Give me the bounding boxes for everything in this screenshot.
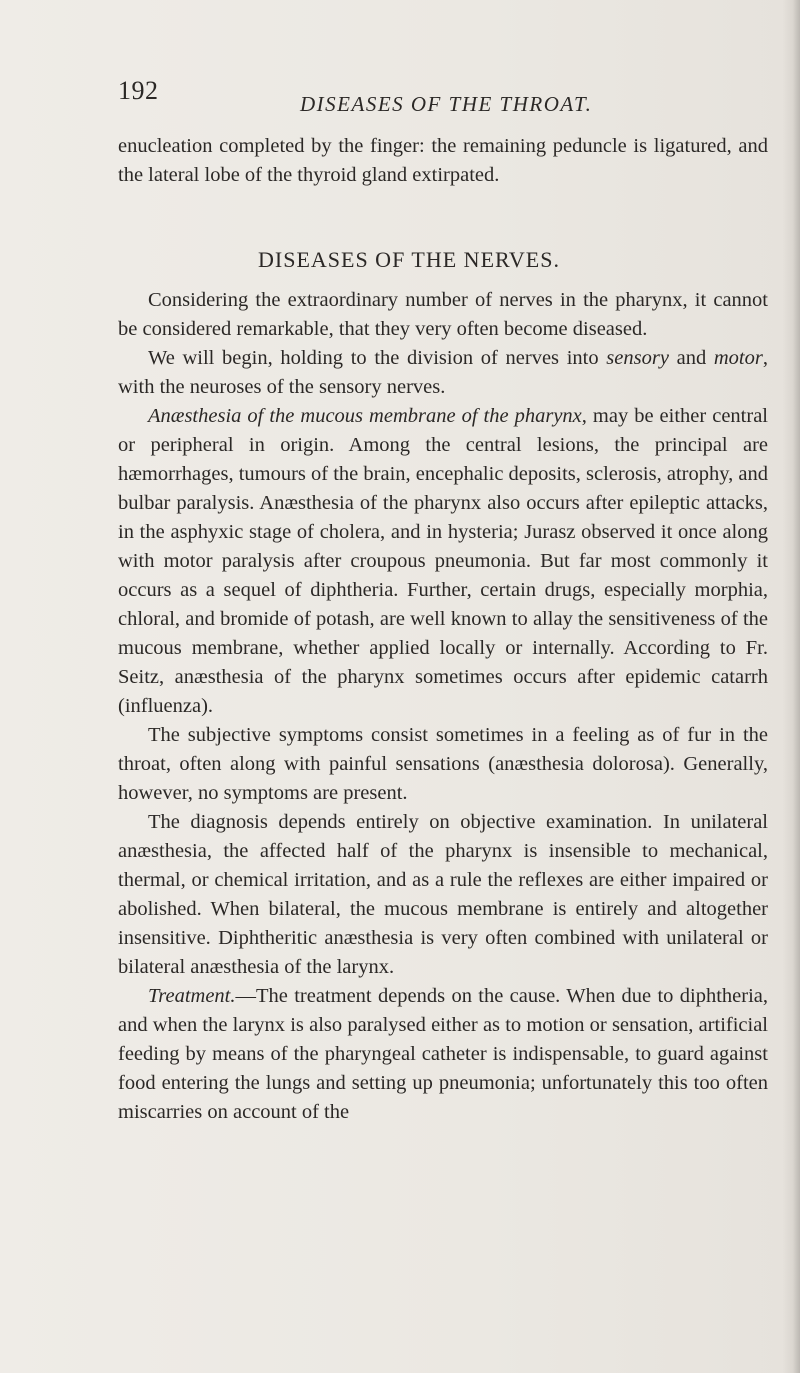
term-sensory: sensory — [606, 347, 669, 369]
page-number: 192 — [118, 76, 159, 105]
section-title: DISEASES OF THE NERVES. — [258, 247, 560, 272]
body-text — [118, 286, 768, 1127]
paragraph-2-text-c: , with the neuroses of the sensory nerves. — [118, 347, 768, 398]
page-edge-shadow — [782, 0, 800, 1373]
paragraph-6 — [118, 982, 768, 1127]
paragraph-4: The subjective symptoms consist sometimes in a feeling as of fur in the throat, often along with painful sensations (anæsthesia dolorosa). Generally, however, no symptoms are present. — [118, 724, 768, 804]
paragraph-2 — [118, 344, 768, 402]
paragraph-6-text: —The treatment depends on the cause. When due to diphtheria, and when the larynx is also paralysed either as to motion or sensation, artificial feeding by means of the pharyngeal catheter is indispensable, to guard against food entering the lungs and setting up pneumonia; unfortunately this too often miscarries on account of the — [118, 985, 768, 1123]
paragraph-3 — [118, 402, 768, 721]
intro-paragraph-block — [118, 132, 768, 190]
paragraph-6-heading: Treatment. — [148, 985, 236, 1007]
paragraph-2-text-b: and — [668, 347, 714, 369]
paragraph-3-text: , may be either central or peripheral in origin. Among the central lesions, the principal are hæmorrhages, tumours of the brain, encephalic deposits, sclerosis, atrophy, and bulbar paralysis. Anæsthesia of the pharynx also occurs after epileptic attacks, in the asphyxic stage of cholera, and in hysteria; Jurasz observed it once along with motor paralysis after croupous pneumonia. But far most commonly it occurs as a sequel of diphtheria. Further, certain drugs, especially morphia, chloral, and bromide of potash, are well known to allay the sensitiveness of the mucous membrane, whether applied locally or internally. According to Fr. Seitz, anæsthesia of the pharynx sometimes occurs after epidemic catarrh (influenza). — [118, 405, 768, 717]
intro-paragraph: enucleation completed by the finger: the remaining peduncle is ligatured, and the lateral lobe of the thyroid gland extirpated. — [118, 135, 768, 186]
paragraph-5: The diagnosis depends entirely on objective examination. In unilateral anæsthesia, the affected half of the pharynx is insensible to mechanical, thermal, or chemical irritation, and as a rule the reflexes are either impaired or abolished. When bilateral, the mucous membrane is entirely and altogether insensitive. Diphtheritic anæsthesia is very often combined with unilateral or bilateral anæsthesia of the larynx. — [118, 811, 768, 978]
paragraph-1: Considering the extraordinary number of nerves in the pharynx, it cannot be considered remarkable, that they very often become diseased. — [118, 289, 768, 340]
paragraph-2-text-a: We will begin, holding to the division of nerves into — [148, 347, 607, 369]
term-motor: motor — [713, 347, 763, 369]
paragraph-3-heading: Anæsthesia of the mucous membrane of the pharynx — [148, 405, 582, 427]
running-head: DISEASES OF THE THROAT. — [300, 92, 593, 116]
